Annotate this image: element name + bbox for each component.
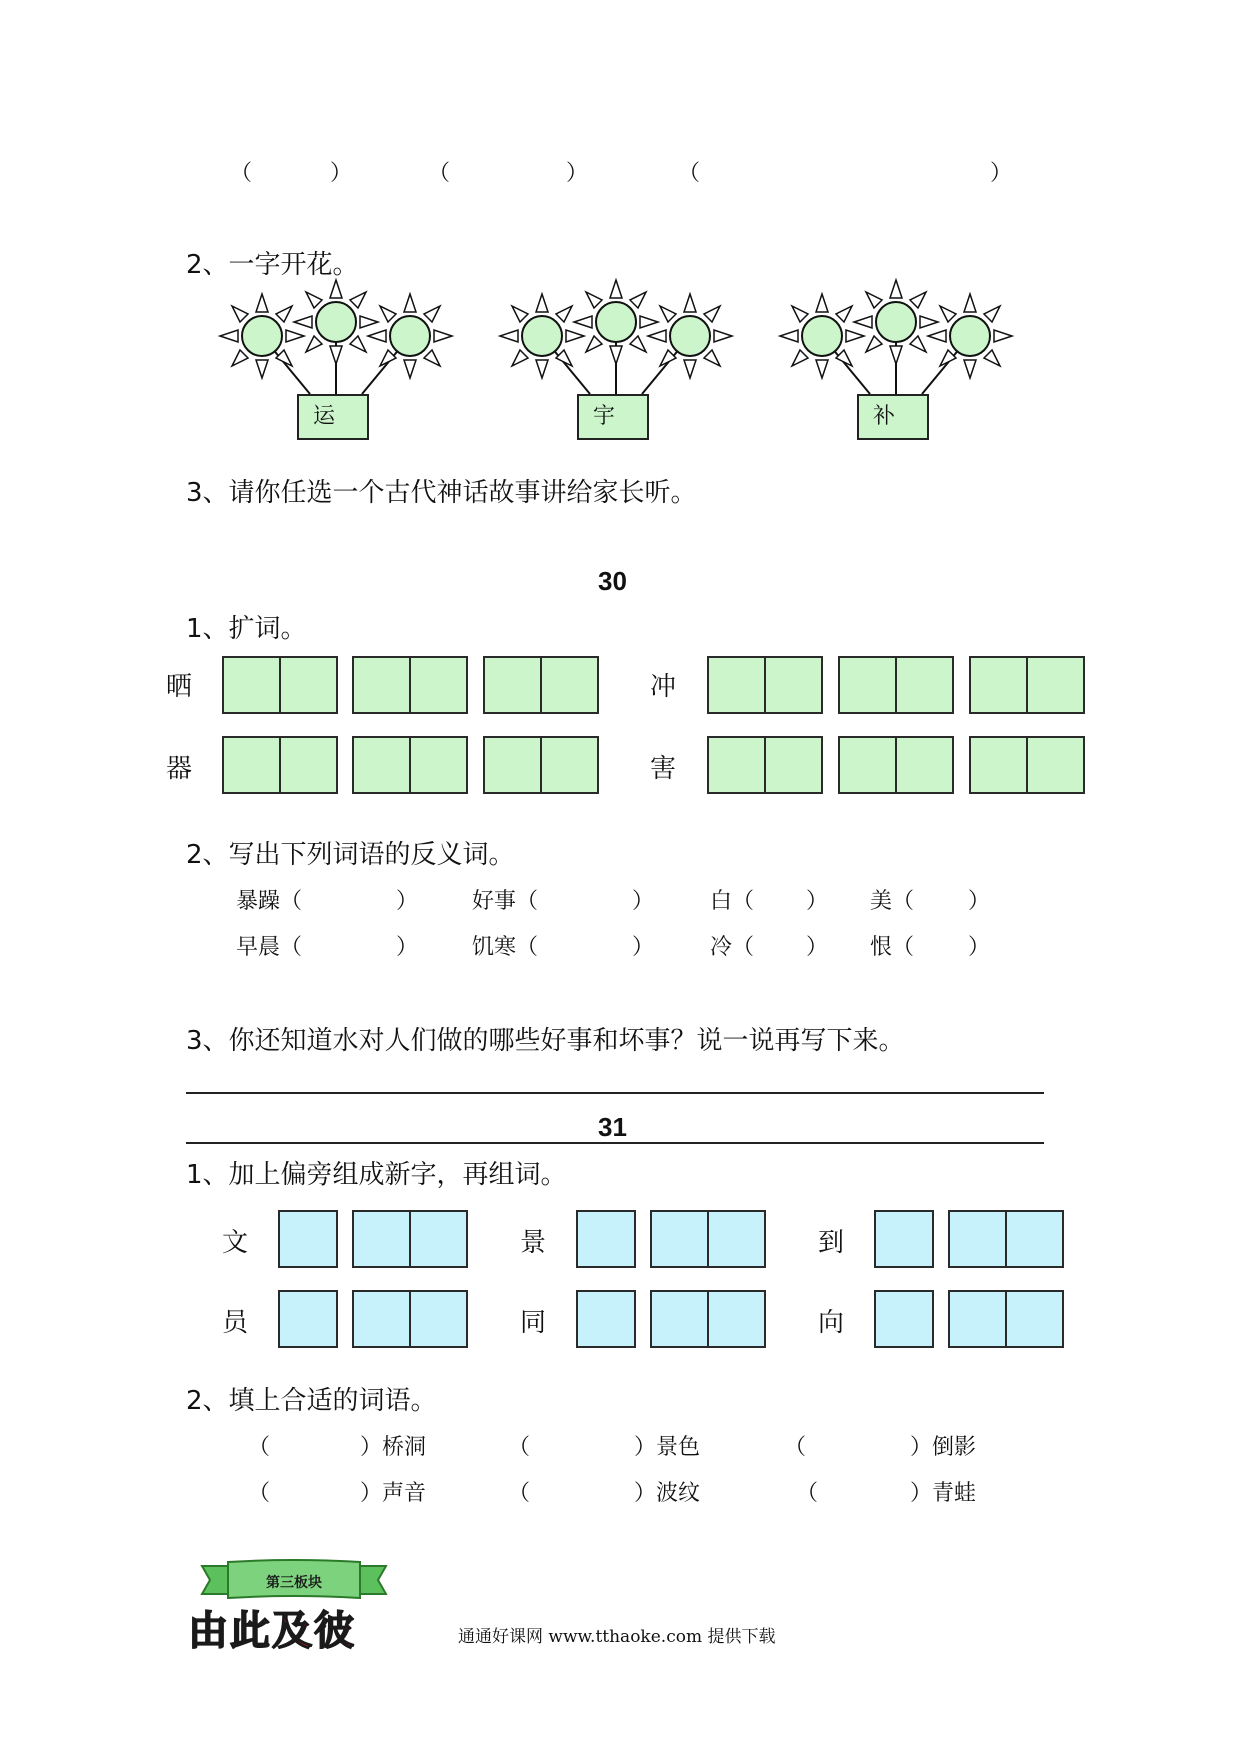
answer-box[interactable] [352, 736, 468, 794]
char-shai: 晒 [166, 672, 193, 702]
word-box[interactable] [948, 1210, 1064, 1268]
sun-icon [574, 280, 658, 364]
footer-credit: 通通好课网 www.tthaoke.com 提供下载 [458, 1627, 776, 1647]
antonym-item: 冷（ [710, 935, 755, 960]
char-dao: 到 [818, 1228, 845, 1258]
paren-close-2: ） [566, 161, 589, 186]
section-number-30: 30 [598, 566, 627, 596]
antonym-item: 饥寒（ [472, 935, 539, 960]
paren-open-1: （ [230, 161, 253, 186]
new-char-box[interactable] [874, 1290, 934, 1348]
antonym-close: ） [396, 889, 419, 914]
answer-box[interactable] [838, 736, 954, 794]
question-add-radical: 1、加上偏旁组成新字，再组词。 [186, 1160, 567, 1190]
sun-icon [368, 294, 452, 378]
fill-open: （ [248, 1481, 271, 1506]
new-char-box[interactable] [278, 1210, 338, 1268]
fill-item: ）波纹 [634, 1481, 701, 1506]
paren-open-3: （ [678, 161, 701, 186]
answer-box[interactable] [838, 656, 954, 714]
word-box[interactable] [352, 1210, 468, 1268]
answer-box[interactable] [483, 736, 599, 794]
writing-line [186, 1092, 1044, 1094]
char-yuan: 员 [222, 1308, 249, 1338]
answer-box[interactable] [483, 656, 599, 714]
antonym-close: ） [396, 935, 419, 960]
fill-item: ）声音 [360, 1481, 427, 1506]
antonym-item: 暴躁（ [236, 889, 303, 914]
answer-box[interactable] [707, 736, 823, 794]
char-qi: 器 [166, 754, 193, 784]
divider-line [186, 1142, 1044, 1144]
char-jing: 景 [520, 1228, 547, 1258]
fill-item: ）倒影 [910, 1435, 977, 1460]
fill-open: （ [248, 1435, 271, 1460]
section-number-31: 31 [598, 1112, 627, 1142]
antonym-item: 早晨（ [236, 935, 303, 960]
sun-icon [648, 294, 732, 378]
antonym-item: 好事（ [472, 889, 539, 914]
new-char-box[interactable] [576, 1210, 636, 1268]
question-fill-words: 2、填上合适的词语。 [186, 1386, 437, 1416]
answer-box[interactable] [969, 656, 1085, 714]
sun-icon [220, 294, 304, 378]
word-box[interactable] [352, 1290, 468, 1348]
fill-open: （ [796, 1481, 819, 1506]
sun-icon [500, 294, 584, 378]
word-box[interactable] [650, 1210, 766, 1268]
flower-group-1 [220, 280, 452, 394]
footer-banner: 第三板块 [266, 1575, 322, 1591]
answer-box[interactable] [222, 736, 338, 794]
word-box[interactable] [948, 1290, 1064, 1348]
antonym-item: 白（ [710, 889, 755, 914]
question-one-char-flower: 2、一字开花。 [186, 250, 359, 280]
antonym-close: ） [968, 935, 991, 960]
footer-logo-text: 由此及彼 [188, 1608, 356, 1654]
answer-box[interactable] [222, 656, 338, 714]
antonym-close: ） [806, 889, 829, 914]
fill-item: ）青蛙 [910, 1481, 977, 1506]
char-tong: 同 [520, 1308, 547, 1338]
antonym-close: ） [632, 935, 655, 960]
flower-root-1: 运 [297, 394, 369, 440]
new-char-box[interactable] [576, 1290, 636, 1348]
new-char-box[interactable] [278, 1290, 338, 1348]
sun-icon [928, 294, 1012, 378]
footer-logo [184, 1558, 404, 1658]
sun-icon [780, 294, 864, 378]
new-char-box[interactable] [874, 1210, 934, 1268]
flower-group-2 [500, 280, 732, 394]
answer-box[interactable] [707, 656, 823, 714]
antonym-item: 美（ [870, 889, 915, 914]
sun-icon [854, 280, 938, 364]
answer-box[interactable] [969, 736, 1085, 794]
antonym-close: ） [968, 889, 991, 914]
char-wen: 文 [222, 1228, 249, 1258]
fill-open: （ [508, 1435, 531, 1460]
char-chong: 冲 [650, 672, 677, 702]
paren-close-3: ） [990, 161, 1013, 186]
antonym-close: ） [632, 889, 655, 914]
antonym-item: 恨（ [870, 935, 915, 960]
char-hai: 害 [650, 754, 677, 784]
char-xiang: 向 [818, 1308, 845, 1338]
flower-root-2: 宇 [577, 394, 649, 440]
paren-close-1: ） [330, 161, 353, 186]
fill-open: （ [784, 1435, 807, 1460]
paren-open-2: （ [428, 161, 451, 186]
question-antonyms: 2、写出下列词语的反义词。 [186, 840, 515, 870]
fill-item: ）桥洞 [360, 1435, 427, 1460]
fill-item: ）景色 [634, 1435, 701, 1460]
fill-open: （ [508, 1481, 531, 1506]
sun-icon [294, 280, 378, 364]
word-box[interactable] [650, 1290, 766, 1348]
question-expand-words: 1、扩词。 [186, 614, 307, 644]
flower-root-3: 补 [857, 394, 929, 440]
flower-group-3 [780, 280, 1012, 394]
answer-box[interactable] [352, 656, 468, 714]
question-water-deeds: 3、你还知道水对人们做的哪些好事和坏事？说一说再写下来。 [186, 1026, 905, 1056]
antonym-close: ） [806, 935, 829, 960]
question-myth-story: 3、请你任选一个古代神话故事讲给家长听。 [186, 478, 697, 508]
